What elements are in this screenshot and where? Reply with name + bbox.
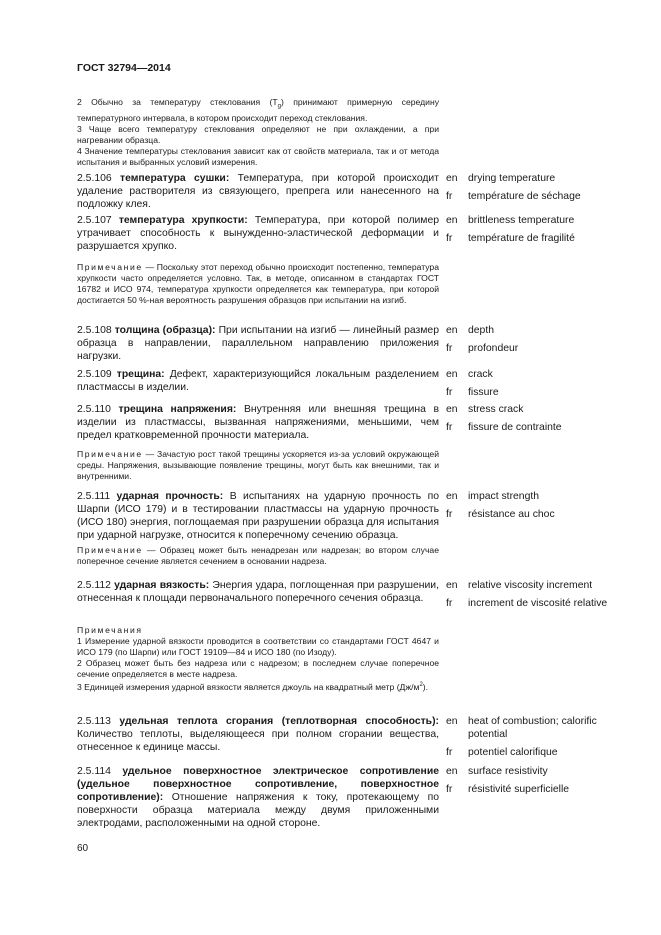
translations-2-5-112: en relative viscosity increment fr increment de viscosité relative	[446, 580, 608, 610]
entry-2-5-109: 2.5.109 трещина: Дефект, характеризующийся локальным разделением пластмассы в изделии.	[77, 369, 439, 394]
note-2-5-111: Примечание — Образец может быть ненадрезан или надрезан; во втором случае поперечное сечение является сечением в основании надреза.	[77, 545, 439, 566]
note-2-5-110: Примечание — Зачастую рост такой трещины ускоряется из-за условий окружающей среды. Напряжения, вызывающие появление трещины, могут быть как внешними, так и внутренними.	[77, 449, 440, 481]
intro-note-4: 4 Значение температуры стеклования зависит как от свойств материала, так и от метода испытания и выбранных условий измерения.	[77, 145, 439, 167]
entry-2-5-107: 2.5.107 температура хрупкости: Температура, при которой полимер утрачивает способность к вынужденно-эластической деформации и разрушается хрупко.	[77, 215, 440, 253]
entry-2-5-110: 2.5.110 трещина напряжения: Внутренняя или внешняя трещина в изделии из пластмассы, вызванная напряжениями, меньшими, чем предел кратковременной прочности материала.	[77, 404, 440, 442]
translations-2-5-108: en depth fr profondeur	[446, 325, 519, 355]
intro-notes	[77, 97, 439, 168]
entry-2-5-114: 2.5.114 удельное поверхностное электрическое сопротивление (удельное поверхностное сопротивление, поверхностное сопротивление): Отношение напряжения к току, протекающему по поверхности образца материала между двумя приложенными электродами, расположенными на одной стороне.	[77, 766, 440, 830]
translations-2-5-113: en heat of combustion; calorific potential fr potentiel calorifique	[446, 716, 597, 759]
translations-2-5-107: en brittleness temperature fr température de fragilité	[446, 215, 575, 245]
page-number: 60	[77, 843, 89, 854]
intro-note-3: 3 Чаще всего температуру стеклования определяют не при охлаждении, а при нагревании образца.	[77, 123, 439, 145]
intro-note-2: 2 Обычно за температуру стеклования $(T_g)$ принимают примерную середину температурного интервала, в котором происходит переход стеклования.	[77, 97, 439, 123]
translations-2-5-114: en surface resistivity fr résistivité superficielle	[446, 766, 570, 796]
document-header: ГОСТ 32794—2014	[77, 62, 171, 74]
translations-2-5-109: en crack fr fissure	[446, 369, 499, 399]
note-2-5-107: Примечание — Поскольку этот переход обычно происходит постепенно, температура хрупкости часто определяется условно. Так, в методе, описанном в стандартах ГОСТ 16782 и ИСО 974, температура хрупкости определяется как температура, при которой достигается 50 %-ная вероятность разрушения образцов при испытании на изгиб.	[77, 262, 439, 305]
entry-2-5-112: 2.5.112 ударная вязкость: Энергия удара, поглощенная при разрушении, отнесенная к площади первоначального поперечного сечения образца.	[77, 580, 439, 605]
entry-2-5-106: 2.5.106 температура сушки: Температура, при которой происходит удаление растворителя из связующего, препрега или нанесенного на подложку клея.	[77, 173, 439, 211]
entry-2-5-108: 2.5.108 толщина (образца): При испытании на изгиб — линейный размер образца в направлении, параллельном направлению приложения нагрузки.	[77, 325, 439, 363]
notes-2-5-112: Примечания 1 Измерение ударной вязкости проводится в соответствии со стандартами ГОСТ 4647 и ИСО 179 (по Шарпи) или ГОСТ 19109—84 и ИСО 180 (по Изоду). 2 Образец может быть без надреза или с надрезом; в последнем случае поперечное сечение определяется в месте надреза. 3 Единицей измерения ударной вязкости является джоуль на квадратный метр $(Дж/м^2)$.	[77, 625, 439, 692]
translations-2-5-110: en stress crack fr fissure de contrainte	[446, 404, 562, 434]
translations-2-5-111: en impact strength fr résistance au choc	[446, 491, 555, 521]
entry-2-5-113: 2.5.113 удельная теплота сгорания (теплотворная способность): Количество теплоты, выделяющееся при полном сгорании вещества, отнесенное к единице массы.	[77, 716, 439, 754]
translations-2-5-106: en drying temperature fr température de séchage	[446, 173, 581, 203]
entry-2-5-111: 2.5.111 ударная прочность: В испытаниях на ударную прочность по Шарпи (ИСО 179) и в тестировании пластмассы на ударную прочность (ИСО 180) энергия, поглощаемая при разрушении образца для испытания при ударной нагрузке, относится к поперечному сечению образца.	[77, 491, 439, 542]
